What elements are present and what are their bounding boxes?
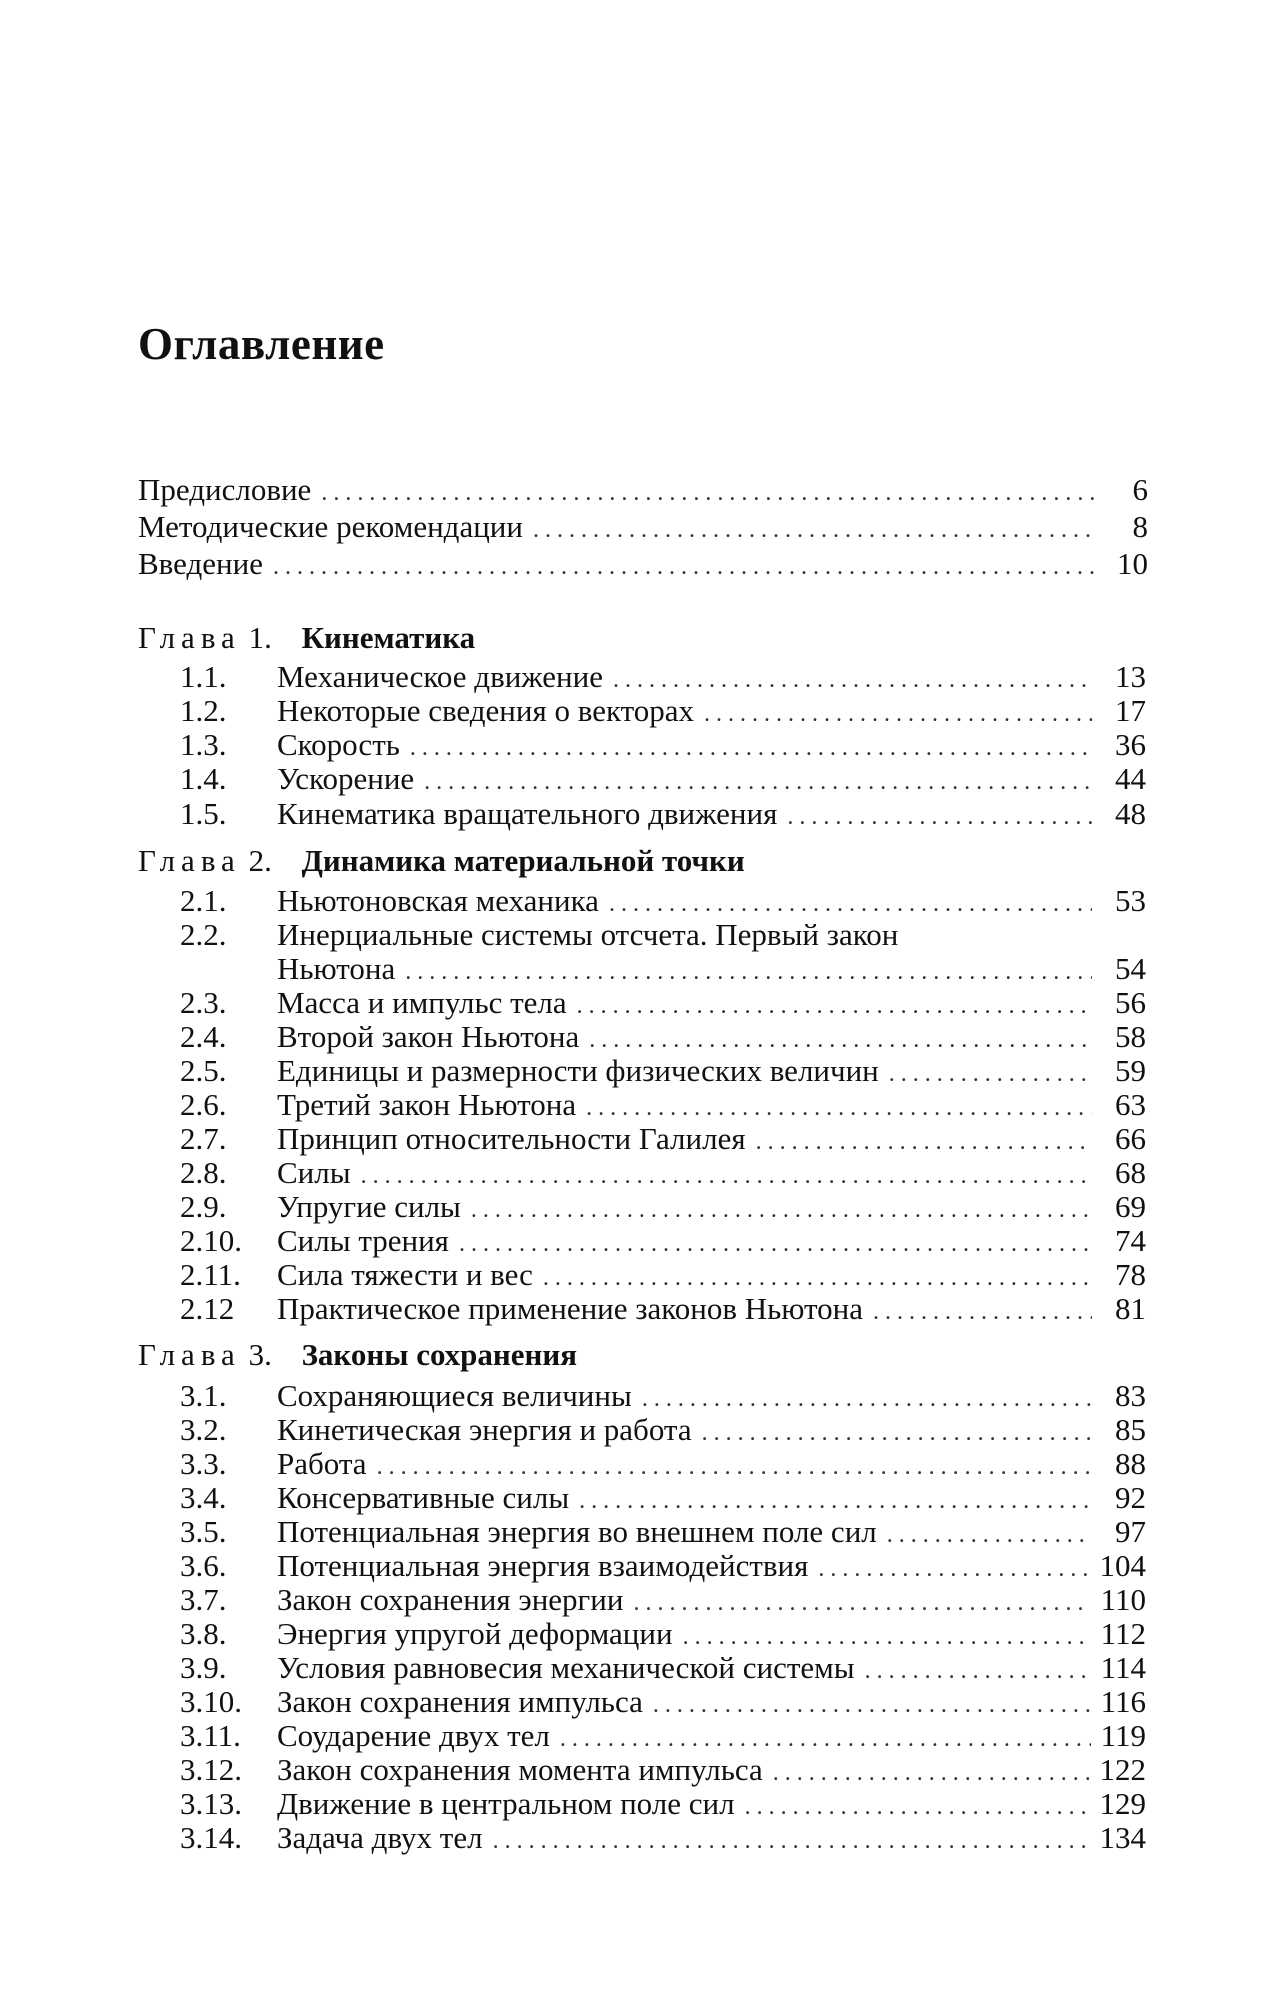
- leader-dots: [702, 1420, 1092, 1447]
- section-number: 3.14.: [180, 1820, 242, 1855]
- chapter-heading-1: [138, 620, 475, 656]
- leader-dots: [633, 1590, 1090, 1617]
- toc-section: [180, 1053, 1146, 1087]
- chapter-title: Динамика материальной точки: [301, 843, 745, 878]
- section-label: Третий закон Ньютона: [277, 1087, 577, 1122]
- section-number: 2.4.: [180, 1019, 227, 1054]
- section-number: 1.2.: [180, 693, 227, 728]
- section-label: Практическое применение законов Ньютона: [277, 1291, 864, 1326]
- leader-dots: [818, 1556, 1089, 1583]
- leader-dots: [745, 1794, 1090, 1821]
- section-number: 2.5.: [180, 1053, 227, 1088]
- toc-entry-label: Методические рекомендации: [138, 509, 523, 544]
- section-number: 2.11.: [180, 1257, 241, 1292]
- section-label: Механическое движение: [277, 659, 603, 694]
- toc-section: [180, 693, 1146, 727]
- section-number: 3.13.: [180, 1786, 242, 1821]
- toc-section: [180, 1786, 1146, 1820]
- section-page: 122: [1099, 1752, 1146, 1787]
- leader-dots: [361, 1163, 1092, 1190]
- toc-section: [180, 1718, 1146, 1752]
- toc-section: [180, 1257, 1146, 1291]
- toc-entry-label: Предисловие: [138, 472, 312, 507]
- leader-dots: [653, 1692, 1091, 1719]
- section-number: 3.10.: [180, 1684, 242, 1719]
- section-number: 2.1.: [180, 883, 227, 918]
- section-page: 74: [1115, 1223, 1146, 1258]
- section-label: Принцип относительности Галилея: [277, 1121, 746, 1156]
- section-page: 134: [1099, 1820, 1146, 1855]
- toc-entry-introduction: [138, 546, 1148, 580]
- toc-section: [180, 727, 1146, 761]
- toc-section: [180, 796, 1146, 830]
- section-page: 13: [1115, 659, 1146, 694]
- section-page: 78: [1115, 1257, 1146, 1292]
- chapter-heading-2: [138, 843, 745, 879]
- chapter-word: Глава: [138, 1337, 241, 1372]
- section-page: 104: [1099, 1548, 1146, 1583]
- leader-dots: [773, 1760, 1090, 1787]
- section-label: Потенциальная энергия во внешнем поле сил: [277, 1514, 877, 1549]
- leader-dots: [586, 1095, 1092, 1122]
- toc-section: [180, 761, 1146, 795]
- section-page: 83: [1115, 1378, 1146, 1413]
- section-page: 92: [1115, 1480, 1146, 1515]
- section-number: 2.2.: [180, 917, 227, 952]
- section-page: 17: [1115, 693, 1146, 728]
- section-number: 1.3.: [180, 727, 227, 762]
- section-page: 36: [1115, 727, 1146, 762]
- section-label: Кинетическая энергия и работа: [277, 1412, 692, 1447]
- section-label: Инерциальные системы отсчета. Первый закон: [277, 917, 899, 952]
- leader-dots: [756, 1129, 1092, 1156]
- section-label: Условия равновесия механической системы: [277, 1650, 855, 1685]
- section-label: Сохраняющиеся величины: [277, 1378, 632, 1413]
- chapter-number: 3.: [248, 1337, 272, 1372]
- section-number: 3.1.: [180, 1378, 227, 1413]
- section-number: 1.1.: [180, 659, 227, 694]
- section-number: 2.7.: [180, 1121, 227, 1156]
- toc-section: [180, 1752, 1146, 1786]
- toc-entry-page: 8: [1132, 509, 1148, 544]
- toc-section: [180, 1189, 1146, 1223]
- section-number: 3.5.: [180, 1514, 227, 1549]
- toc-section: [180, 1121, 1146, 1155]
- section-label: Сила тяжести и вес: [277, 1257, 533, 1292]
- leader-dots: [471, 1197, 1092, 1224]
- section-page: 66: [1115, 1121, 1146, 1156]
- section-number: 2.6.: [180, 1087, 227, 1122]
- section-number: 3.2.: [180, 1412, 227, 1447]
- section-number: 2.3.: [180, 985, 227, 1020]
- section-label: Потенциальная энергия взаимодействия: [277, 1548, 809, 1583]
- leader-dots: [579, 1488, 1092, 1515]
- toc-section: [180, 1582, 1146, 1616]
- section-label: Консервативные силы: [277, 1480, 570, 1515]
- section-page: 56: [1115, 985, 1146, 1020]
- section-label: Единицы и размерности физических величин: [277, 1053, 879, 1088]
- toc-section: [180, 659, 1146, 693]
- leader-dots: [377, 1454, 1092, 1481]
- section-page: 88: [1115, 1446, 1146, 1481]
- section-number: 3.8.: [180, 1616, 227, 1651]
- leader-dots: [405, 959, 1092, 986]
- leader-dots: [493, 1828, 1090, 1855]
- leader-dots: [543, 1265, 1092, 1292]
- chapter-word: Глава: [138, 843, 241, 878]
- toc-entry-page: 6: [1132, 472, 1148, 507]
- leader-dots: [459, 1231, 1092, 1258]
- section-page: 85: [1115, 1412, 1146, 1447]
- section-page: 81: [1115, 1291, 1146, 1326]
- toc-entry-label: Введение: [138, 546, 263, 581]
- section-number: 3.9.: [180, 1650, 227, 1685]
- toc-section: [180, 1616, 1146, 1650]
- section-label: Кинематика вращательного движения: [277, 796, 778, 831]
- toc-section: [180, 1446, 1146, 1480]
- section-number: 2.10.: [180, 1223, 242, 1258]
- section-number: 1.4.: [180, 761, 227, 796]
- leader-dots: [887, 1522, 1092, 1549]
- section-label: Энергия упругой деформации: [277, 1616, 673, 1651]
- section-label: Задача двух тел: [277, 1820, 483, 1855]
- leader-dots: [704, 701, 1092, 728]
- chapter-number: 1.: [248, 620, 272, 655]
- section-label: Закон сохранения энергии: [277, 1582, 624, 1617]
- section-label: Соударение двух тел: [277, 1718, 550, 1753]
- section-page: 58: [1115, 1019, 1146, 1054]
- leader-dots: [609, 891, 1092, 918]
- section-number: 3.4.: [180, 1480, 227, 1515]
- section-label: Масса и импульс тела: [277, 985, 567, 1020]
- toc-section: [180, 883, 1146, 917]
- leader-dots: [410, 735, 1092, 762]
- section-label-continuation: Ньютона: [277, 951, 396, 986]
- section-page: 44: [1115, 761, 1146, 796]
- toc-entry-methodical: [138, 509, 1148, 543]
- section-number: 3.11.: [180, 1718, 241, 1753]
- toc-section: [180, 1820, 1146, 1854]
- section-label: Закон сохранения импульса: [277, 1684, 643, 1719]
- section-label: Некоторые сведения о векторах: [277, 693, 695, 728]
- toc-section: [180, 1223, 1146, 1257]
- toc-section: [180, 1087, 1146, 1121]
- leader-dots: [273, 554, 1094, 581]
- leader-dots: [873, 1299, 1092, 1326]
- section-page: 59: [1115, 1053, 1146, 1088]
- toc-section: [180, 1378, 1146, 1412]
- leader-dots: [589, 1027, 1092, 1054]
- leader-dots: [533, 517, 1094, 544]
- section-page: 69: [1115, 1189, 1146, 1224]
- section-page: 112: [1100, 1616, 1146, 1651]
- section-label: Силы трения: [277, 1223, 449, 1258]
- toc-section: [180, 1019, 1146, 1053]
- toc-section-first-line: [180, 917, 1146, 951]
- section-label: Второй закон Ньютона: [277, 1019, 580, 1054]
- chapter-word: Глава: [138, 620, 241, 655]
- section-label: Работа: [277, 1446, 367, 1481]
- section-label: Упругие силы: [277, 1189, 461, 1224]
- page-title: Оглавление: [138, 319, 385, 369]
- section-label: Ускорение: [277, 761, 415, 796]
- toc-section: [180, 1480, 1146, 1514]
- toc-section: [180, 1291, 1146, 1325]
- section-page: 119: [1100, 1718, 1146, 1753]
- toc-entry-page: 10: [1117, 546, 1148, 581]
- section-page: 116: [1100, 1684, 1146, 1719]
- section-label: Силы: [277, 1155, 351, 1190]
- leader-dots: [560, 1726, 1091, 1753]
- section-number: 1.5.: [180, 796, 227, 831]
- section-page: 110: [1100, 1582, 1146, 1617]
- section-number: 2.9.: [180, 1189, 227, 1224]
- section-label: Закон сохранения момента импульса: [277, 1752, 763, 1787]
- section-number: 2.12: [180, 1291, 235, 1326]
- section-number: 3.12.: [180, 1752, 242, 1787]
- leader-dots: [865, 1658, 1091, 1685]
- toc-section: [180, 1684, 1146, 1718]
- leader-dots: [424, 769, 1092, 796]
- section-page: 48: [1115, 796, 1146, 831]
- toc-section: [180, 1548, 1146, 1582]
- section-label: Скорость: [277, 727, 400, 762]
- section-page: 68: [1115, 1155, 1146, 1190]
- section-number: 3.7.: [180, 1582, 227, 1617]
- chapter-heading-3: [138, 1337, 577, 1373]
- chapter-title: Законы сохранения: [301, 1337, 578, 1372]
- section-page: 129: [1099, 1786, 1146, 1821]
- chapter-title: Кинематика: [301, 620, 476, 655]
- section-page: 53: [1115, 883, 1146, 918]
- toc-section: [180, 1514, 1146, 1548]
- toc-entry-preface: [138, 472, 1148, 506]
- section-number: 3.6.: [180, 1548, 227, 1583]
- section-number: 3.3.: [180, 1446, 227, 1481]
- toc-section: [180, 1650, 1146, 1684]
- leader-dots: [642, 1386, 1092, 1413]
- leader-dots: [577, 993, 1092, 1020]
- leader-dots: [889, 1061, 1092, 1088]
- toc-section: [180, 985, 1146, 1019]
- toc-section: [180, 1155, 1146, 1189]
- toc-section-continuation: [180, 951, 1146, 985]
- chapter-number: 2.: [248, 843, 272, 878]
- section-page: 114: [1100, 1650, 1146, 1685]
- leader-dots: [787, 804, 1092, 831]
- section-page: 63: [1115, 1087, 1146, 1122]
- leader-dots: [321, 480, 1094, 507]
- section-number: 2.8.: [180, 1155, 227, 1190]
- leader-dots: [683, 1624, 1091, 1651]
- section-label: Движение в центральном поле сил: [277, 1786, 735, 1821]
- section-page: 54: [1115, 951, 1146, 986]
- leader-dots: [613, 667, 1092, 694]
- section-page: 97: [1115, 1514, 1146, 1549]
- toc-section: [180, 1412, 1146, 1446]
- section-label: Ньютоновская механика: [277, 883, 599, 918]
